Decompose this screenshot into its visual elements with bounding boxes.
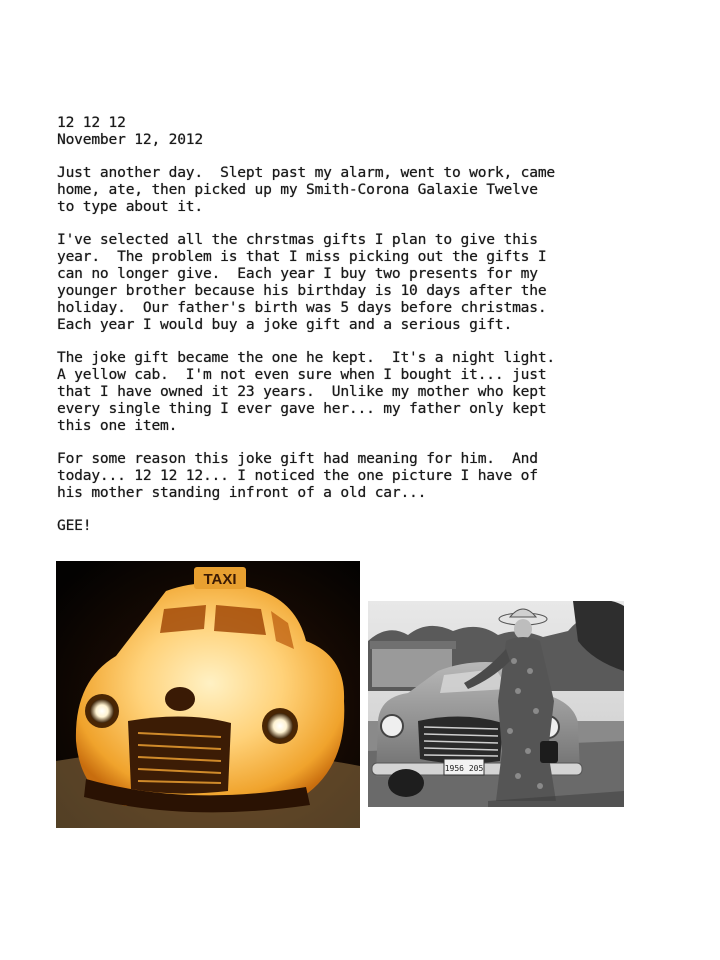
- typed-text-block: [57, 114, 657, 534]
- paragraph-4: [57, 450, 657, 501]
- text-line: I've selected all the chrstmas gifts I plan to give this: [57, 231, 538, 248]
- text-line: that I have owned it 23 years. Unlike my mother who kept: [57, 383, 547, 400]
- text-line: to type about it.: [57, 198, 203, 215]
- letter-date: November 12, 2012: [57, 131, 203, 148]
- text-line: For some reason this joke gift had meaning for him. And: [57, 450, 538, 467]
- text-line: The joke gift became the one he kept. It's a night light.: [57, 349, 555, 366]
- license-plate-text: 1956 205: [444, 764, 484, 773]
- text-line: today... 12 12 12... I noticed the one picture I have of: [57, 467, 538, 484]
- vintage-car-photo: [368, 601, 624, 807]
- taxi-sign-text: TAXI: [203, 571, 237, 588]
- closing-line: GEE!: [57, 517, 92, 534]
- text-line: Just another day. Slept past my alarm, went to work, came: [57, 164, 555, 181]
- text-line: holiday. Our father's birth was 5 days before christmas.: [57, 299, 547, 316]
- text-line: his mother standing infront of a old car...: [57, 484, 427, 501]
- heading-code: 12 12 12: [57, 114, 126, 131]
- text-line: A yellow cab. I'm not even sure when I bought it... just: [57, 366, 547, 383]
- text-line: Each year I would buy a joke gift and a serious gift.: [57, 316, 513, 333]
- text-line: younger brother because his birthday is 10 days after the: [57, 282, 547, 299]
- paragraph-2: [57, 231, 657, 333]
- text-line: this one item.: [57, 417, 178, 434]
- paragraph-1: [57, 164, 657, 215]
- text-line: every single thing I ever gave her... my father only kept: [57, 400, 547, 417]
- paragraph-3: [57, 349, 657, 434]
- text-line: can no longer give. Each year I buy two presents for my: [57, 265, 538, 282]
- text-line: year. The problem is that I miss picking out the gifts I: [57, 248, 547, 265]
- text-line: home, ate, then picked up my Smith-Corona Galaxie Twelve: [57, 181, 538, 198]
- taxi-nightlight-photo: [56, 561, 360, 828]
